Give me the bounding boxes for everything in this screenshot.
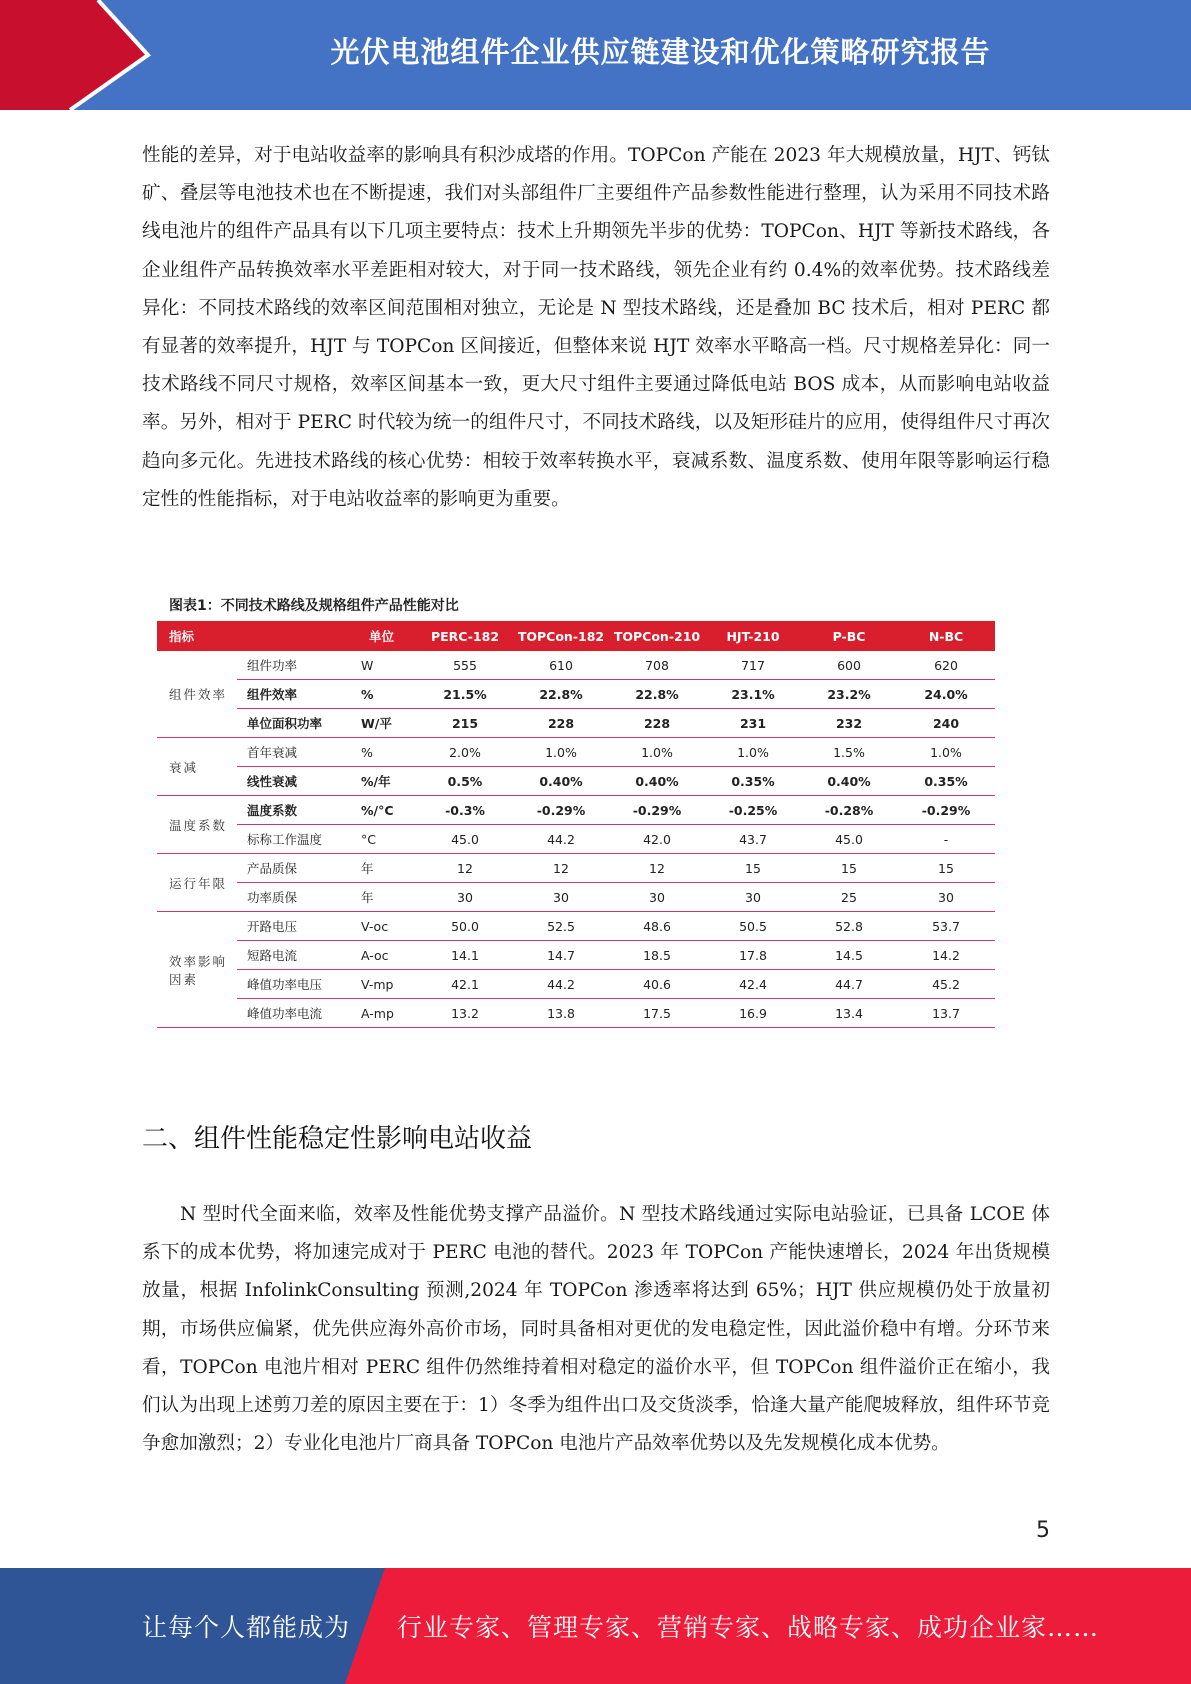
table-row: [157, 970, 995, 999]
value-cell: 1.0%: [705, 738, 801, 767]
value-cell: 15: [705, 854, 801, 883]
value-cell: 44.2: [513, 970, 609, 999]
value-cell: 620: [897, 651, 995, 680]
value-cell: 43.7: [705, 825, 801, 854]
value-cell: 22.8%: [513, 680, 609, 709]
value-cell: 22.8%: [609, 680, 705, 709]
value-cell: 50.5: [705, 912, 801, 941]
value-cell: 1.0%: [897, 738, 995, 767]
value-cell: -0.3%: [417, 796, 513, 825]
header-unit: 单位: [357, 621, 417, 651]
table-row: [157, 680, 995, 709]
value-cell: -0.25%: [705, 796, 801, 825]
value-cell: 45.2: [897, 970, 995, 999]
value-cell: 717: [705, 651, 801, 680]
unit-cell: %: [357, 680, 417, 709]
figure-title: 图表1：不同技术路线及规格组件产品性能对比: [169, 598, 459, 614]
value-cell: 17.8: [705, 941, 801, 970]
value-cell: 52.5: [513, 912, 609, 941]
section-heading: 二、组件性能稳定性影响电站收益: [142, 1124, 533, 1154]
value-cell: 30: [417, 883, 513, 912]
unit-cell: %: [357, 738, 417, 767]
header-indicator: 指标: [157, 621, 357, 651]
value-cell: 45.0: [801, 825, 897, 854]
indicator-cell: 温度系数: [237, 796, 357, 825]
unit-cell: W: [357, 651, 417, 680]
value-cell: 15: [897, 854, 995, 883]
value-cell: 30: [609, 883, 705, 912]
value-cell: -0.29%: [609, 796, 705, 825]
value-cell: 228: [513, 709, 609, 738]
value-cell: 240: [897, 709, 995, 738]
value-cell: 555: [417, 651, 513, 680]
indicator-cell: 首年衰减: [237, 738, 357, 767]
value-cell: 15: [801, 854, 897, 883]
value-cell: 610: [513, 651, 609, 680]
indicator-cell: 功率质保: [237, 883, 357, 912]
header-topcon-210: TOPCon-210: [609, 621, 705, 651]
value-cell: 0.40%: [801, 767, 897, 796]
value-cell: 12: [417, 854, 513, 883]
value-cell: 48.6: [609, 912, 705, 941]
value-cell: 17.5: [609, 999, 705, 1028]
value-cell: 12: [513, 854, 609, 883]
value-cell: 25: [801, 883, 897, 912]
value-cell: 40.6: [609, 970, 705, 999]
row-group-label: 衰减: [157, 738, 237, 796]
value-cell: 24.0%: [897, 680, 995, 709]
page-header: [0, 0, 1191, 110]
indicator-cell: 单位面积功率: [237, 709, 357, 738]
value-cell: 42.1: [417, 970, 513, 999]
unit-cell: W/平: [357, 709, 417, 738]
table-row: [157, 883, 995, 912]
value-cell: 708: [609, 651, 705, 680]
value-cell: 14.5: [801, 941, 897, 970]
value-cell: 52.8: [801, 912, 897, 941]
value-cell: 30: [705, 883, 801, 912]
table-row: [157, 854, 995, 883]
header-perc-182: PERC-182: [417, 621, 513, 651]
value-cell: 13.2: [417, 999, 513, 1028]
value-cell: 12: [609, 854, 705, 883]
indicator-cell: 短路电流: [237, 941, 357, 970]
performance-table: [157, 621, 995, 1028]
unit-cell: A-oc: [357, 941, 417, 970]
value-cell: 228: [609, 709, 705, 738]
value-cell: 0.35%: [897, 767, 995, 796]
value-cell: 50.0: [417, 912, 513, 941]
comparison-table-figure: [155, 588, 997, 1028]
unit-cell: %/°C: [357, 796, 417, 825]
value-cell: 44.2: [513, 825, 609, 854]
value-cell: 23.2%: [801, 680, 897, 709]
table-row: [157, 999, 995, 1028]
unit-cell: A-mp: [357, 999, 417, 1028]
table-row: [157, 767, 995, 796]
value-cell: 42.4: [705, 970, 801, 999]
indicator-cell: 组件功率: [237, 651, 357, 680]
value-cell: -: [897, 825, 995, 854]
unit-cell: V-oc: [357, 912, 417, 941]
value-cell: 13.4: [801, 999, 897, 1028]
row-group-label: 温度系数: [157, 796, 237, 854]
value-cell: 45.0: [417, 825, 513, 854]
report-title: 光伏电池组件企业供应链建设和优化策略研究报告: [330, 34, 991, 69]
unit-cell: V-mp: [357, 970, 417, 999]
value-cell: 53.7: [897, 912, 995, 941]
table-row: [157, 651, 995, 680]
footer-slogan-right: 行业专家、管理专家、营销专家、战略专家、成功企业家……: [397, 1613, 1100, 1642]
value-cell: 0.5%: [417, 767, 513, 796]
value-cell: 215: [417, 709, 513, 738]
value-cell: 1.0%: [609, 738, 705, 767]
value-cell: 44.7: [801, 970, 897, 999]
header-p-bc: P-BC: [801, 621, 897, 651]
unit-cell: °C: [357, 825, 417, 854]
unit-cell: 年: [357, 883, 417, 912]
value-cell: 30: [897, 883, 995, 912]
table-header-row: [157, 621, 995, 651]
value-cell: 13.8: [513, 999, 609, 1028]
value-cell: 18.5: [609, 941, 705, 970]
table-row: [157, 738, 995, 767]
unit-cell: 年: [357, 854, 417, 883]
page-number: 5: [1036, 1518, 1050, 1543]
value-cell: 14.1: [417, 941, 513, 970]
value-cell: 23.1%: [705, 680, 801, 709]
indicator-cell: 峰值功率电压: [237, 970, 357, 999]
indicator-cell: 产品质保: [237, 854, 357, 883]
value-cell: 0.40%: [609, 767, 705, 796]
table-row: [157, 912, 995, 941]
page-footer: [0, 1568, 1191, 1684]
body-paragraph-1: 性能的差异，对于电站收益率的影响具有积沙成塔的作用。TOPCon 产能在 2023 年大规模放量，HJT、钙钛矿、叠层等电池技术也在不断提速，我们对头部组件厂主要组件产品参数性能进行整理，认为采用不同技术路线电池片的组件产品具有以下几项主要特点：技术上升期领先半步的优势：TOPCon、HJT 等新技术路线，各企业组件产品转换效率水平差距相对较大，对于同一技术路线，领先企业有约 0.4%的效率优势。技术路线差异化：不同技术路线的效率区间范围相对独立，无论是 N 型技术路线，还是叠加 BC 技术后，相对 PERC 都有显著的效率提升，HJT 与 TOPCon 区间接近，但整体来说 HJT 效率水平略高一档。尺寸规格差异化：同一技术路线不同尺寸规格，效率区间基本一致，更大尺寸组件主要通过降低电站 BOS 成本，从而影响电站收益率。另外，相对于 PERC 时代较为统一的组件尺寸，不同技术路线，以及矩形硅片的应用，使得组件尺寸再次趋向多元化。先进技术路线的核心优势：相较于效率转换水平，衰减系数、温度系数、使用年限等影响运行稳定性的性能指标，对于电站收益率的影响更为重要。: [142, 145, 1050, 510]
indicator-cell: 线性衰减: [237, 767, 357, 796]
indicator-cell: 标称工作温度: [237, 825, 357, 854]
value-cell: 2.0%: [417, 738, 513, 767]
body-paragraph-2: N 型时代全面来临，效率及性能优势支撑产品溢价。N 型技术路线通过实际电站验证，已具备 LCOE 体系下的成本优势，将加速完成对于 PERC 电池的替代。2023 年 TOPCon 产能快速增长，2024 年出货规模放量，根据 InfolinkConsulting 预测,2024 年 TOPCon 渗透率将达到 65%；HJT 供应规模仍处于放量初期，市场供应偏紧，优先供应海外高价市场，同时具备相对更优的发电稳定性，因此溢价稳中有增。分环节来看，TOPCon 电池片相对 PERC 组件仍然维持着相对稳定的溢价水平，但 TOPCon 组件溢价正在缩小，我们认为出现上述剪刀差的原因主要在于：1）冬季为组件出口及交货淡季，恰逢大量产能爬坡释放，组件环节竞争愈加激烈；2）专业化电池片厂商具备 TOPCon 电池片产品效率优势以及先发规模化成本优势。: [142, 1204, 1050, 1455]
value-cell: -0.29%: [897, 796, 995, 825]
indicator-cell: 开路电压: [237, 912, 357, 941]
value-cell: 42.0: [609, 825, 705, 854]
table-body: [157, 651, 995, 1028]
table-row: [157, 825, 995, 854]
header-n-bc: N-BC: [897, 621, 995, 651]
value-cell: 1.0%: [513, 738, 609, 767]
value-cell: 1.5%: [801, 738, 897, 767]
value-cell: 16.9: [705, 999, 801, 1028]
indicator-cell: 组件效率: [237, 680, 357, 709]
value-cell: 14.2: [897, 941, 995, 970]
value-cell: 232: [801, 709, 897, 738]
table-row: [157, 941, 995, 970]
row-group-label: 组件效率: [157, 651, 237, 738]
row-group-label: 效率影响因素: [157, 912, 237, 1028]
value-cell: 21.5%: [417, 680, 513, 709]
value-cell: -0.29%: [513, 796, 609, 825]
table-row: [157, 709, 995, 738]
unit-cell: %/年: [357, 767, 417, 796]
value-cell: 0.35%: [705, 767, 801, 796]
header-topcon-182: TOPCon-182: [513, 621, 609, 651]
footer-slogan-left: 让每个人都能成为: [142, 1613, 351, 1642]
value-cell: 0.40%: [513, 767, 609, 796]
value-cell: -0.28%: [801, 796, 897, 825]
value-cell: 13.7: [897, 999, 995, 1028]
value-cell: 600: [801, 651, 897, 680]
table-row: [157, 796, 995, 825]
indicator-cell: 峰值功率电流: [237, 999, 357, 1028]
row-group-label: 运行年限: [157, 854, 237, 912]
value-cell: 14.7: [513, 941, 609, 970]
value-cell: 30: [513, 883, 609, 912]
header-hjt-210: HJT-210: [705, 621, 801, 651]
value-cell: 231: [705, 709, 801, 738]
